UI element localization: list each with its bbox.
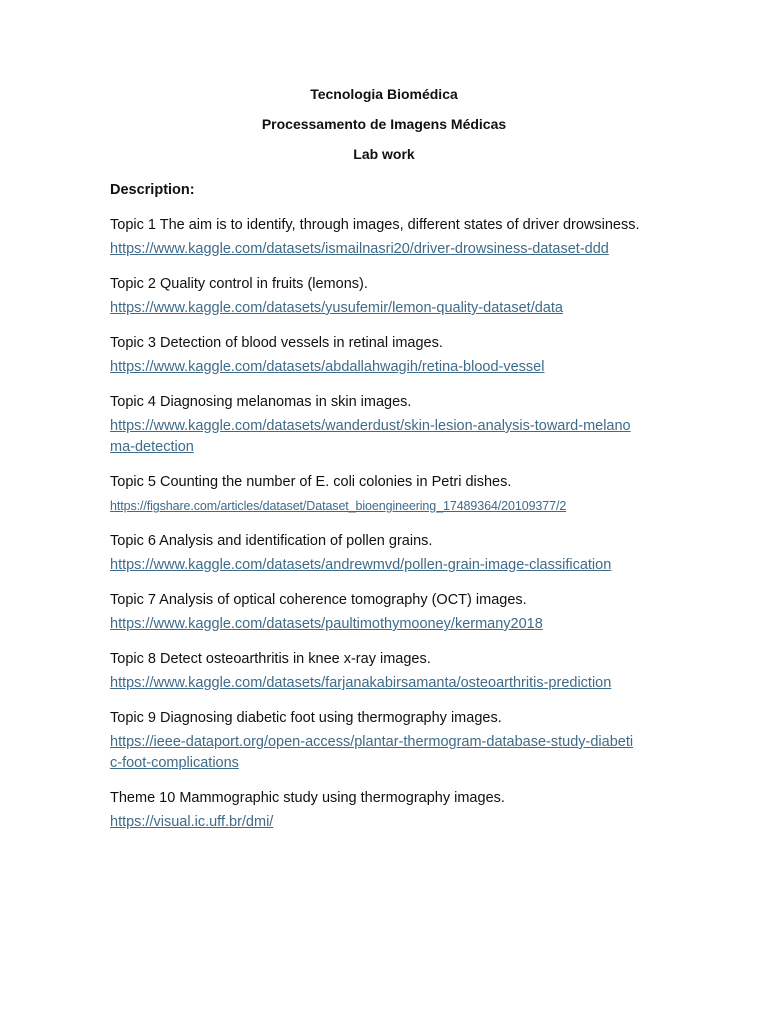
dataset-link[interactable]: https://www.kaggle.com/datasets/paultimothymooney/kermany2018 (110, 616, 543, 632)
topic-title: Topic 6 Analysis and identification of pollen grains. (110, 533, 433, 549)
dataset-link[interactable]: https://www.kaggle.com/datasets/abdallahwagih/retina-blood-vessel (110, 359, 545, 375)
dataset-link[interactable]: https://www.kaggle.com/datasets/farjanakabirsamanta/osteoarthritis-prediction (110, 675, 612, 691)
topic-title: Topic 5 Counting the number of E. coli colonies in Petri dishes. (110, 474, 512, 490)
dataset-link[interactable]: https://www.kaggle.com/datasets/andrewmvd/pollen-grain-image-classification (110, 557, 612, 573)
topic-item (110, 333, 670, 378)
dataset-link[interactable]: https://www.kaggle.com/datasets/ismailnasri20/driver-drowsiness-dataset-ddd (110, 241, 609, 257)
dataset-link[interactable]: https://www.kaggle.com/datasets/yusufemir/lemon-quality-dataset/data (110, 300, 563, 316)
dataset-link[interactable]: https://ieee-dataport.org/open-access/plantar-thermogram-database-study-diabetic-foot-complications (110, 734, 634, 771)
dataset-link[interactable]: https://visual.ic.uff.br/dmi/ (110, 814, 274, 830)
topic-title: Topic 7 Analysis of optical coherence tomography (OCT) images. (110, 592, 527, 608)
topic-title: Theme 10 Mammographic study using thermography images. (110, 790, 505, 806)
topic-list (110, 215, 670, 833)
description-label: Description: (110, 182, 195, 198)
dataset-link[interactable]: https://www.kaggle.com/datasets/wanderdust/skin-lesion-analysis-toward-melanoma-detection (110, 418, 631, 455)
topic-title: Topic 9 Diagnosing diabetic foot using thermography images. (110, 710, 502, 726)
topic-title: Topic 1 The aim is to identify, through images, different states of driver drowsiness. (110, 217, 640, 233)
topic-item (110, 392, 670, 458)
assignment-title: Lab work (353, 146, 415, 162)
dataset-link[interactable]: https://figshare.com/articles/dataset/Dataset_bioengineering_17489364/20109377/2 (110, 499, 567, 513)
topic-title: Topic 4 Diagnosing melanomas in skin images. (110, 394, 412, 410)
topic-item (110, 649, 670, 694)
topic-title: Topic 2 Quality control in fruits (lemons). (110, 276, 368, 292)
course-title: Tecnologia Biomédica (310, 86, 458, 102)
topic-item (110, 215, 670, 260)
topic-item (110, 531, 670, 576)
topic-item (110, 472, 670, 517)
topic-item (110, 590, 670, 635)
topic-title: Topic 3 Detection of blood vessels in retinal images. (110, 335, 443, 351)
topic-title: Topic 8 Detect osteoarthritis in knee x-ray images. (110, 651, 431, 667)
topic-item (110, 788, 670, 833)
topic-item (110, 274, 670, 319)
course-subtitle: Processamento de Imagens Médicas (261, 116, 507, 132)
topic-item (110, 708, 670, 774)
